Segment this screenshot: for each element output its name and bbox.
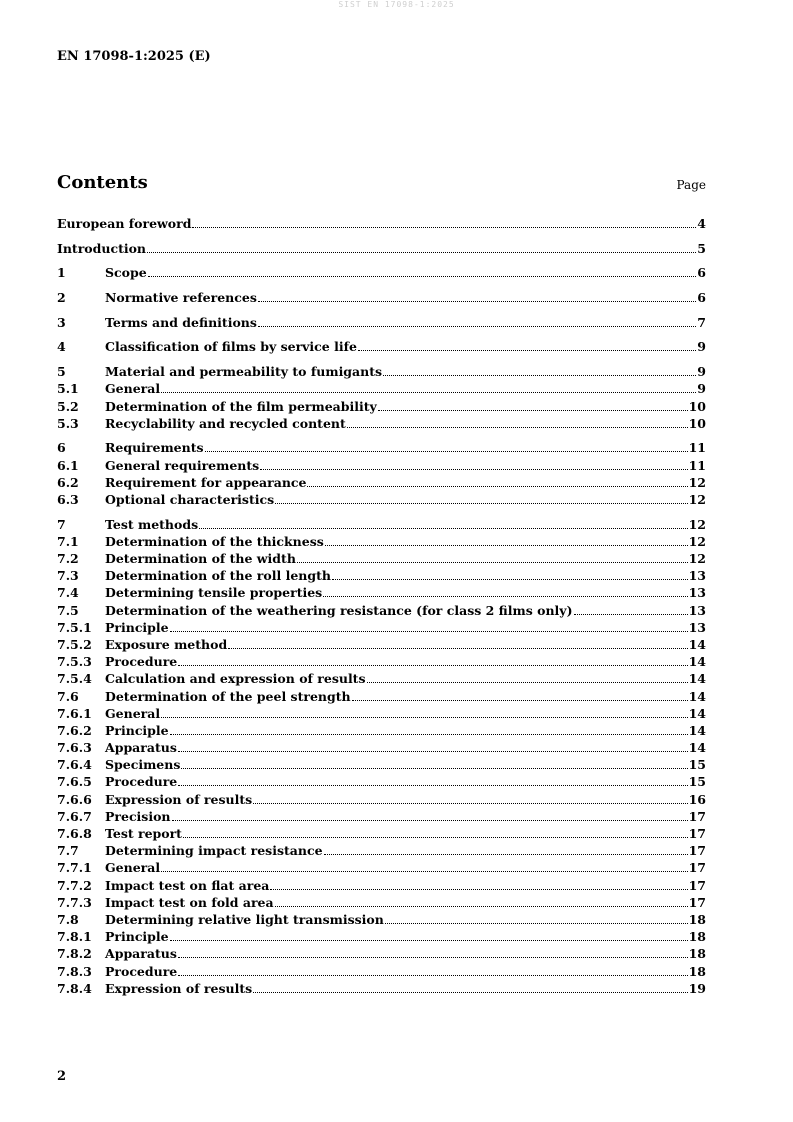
toc-entry-page: 16 — [688, 791, 706, 807]
toc-entry-number: 7.6.7 — [57, 808, 92, 824]
toc-dot-leader — [324, 853, 688, 855]
toc-dot-leader — [170, 630, 688, 632]
toc-entry-page: 12 — [688, 474, 706, 490]
toc-entry-page: 17 — [688, 877, 706, 893]
toc-dot-leader — [199, 527, 687, 529]
toc-entry-page: 11 — [688, 440, 706, 456]
toc-entry[interactable] — [57, 756, 706, 773]
toc-entry-number: 7.6.5 — [57, 774, 92, 790]
toc-entry[interactable] — [57, 289, 706, 306]
toc-entry[interactable] — [57, 911, 706, 928]
toc-entry[interactable] — [57, 859, 706, 876]
toc-entry-number: 7.6.4 — [57, 757, 92, 773]
toc-dot-leader — [192, 226, 696, 228]
contents-heading: Contents — [57, 172, 148, 193]
toc-entry-page: 13 — [688, 602, 706, 618]
toc-entry-number: 4 — [57, 339, 66, 355]
toc-dot-leader — [161, 391, 696, 393]
toc-dot-leader — [352, 699, 688, 701]
toc-dot-leader — [181, 767, 687, 769]
toc-entry-number: 7.6.3 — [57, 740, 92, 756]
toc-entry[interactable] — [57, 722, 706, 739]
toc-dot-leader — [178, 664, 687, 666]
toc-dot-leader — [258, 300, 696, 302]
toc-dot-leader — [358, 349, 696, 351]
toc-dot-leader — [161, 716, 687, 718]
toc-dot-leader — [147, 251, 696, 253]
toc-entry-page: 11 — [688, 457, 706, 473]
toc-entry[interactable] — [57, 688, 706, 705]
toc-entry-page: 14 — [688, 688, 706, 704]
toc-entry[interactable] — [57, 739, 706, 756]
toc-entry-title: General — [105, 705, 161, 721]
toc-dot-leader — [332, 578, 688, 580]
toc-entry-page: 13 — [688, 585, 706, 601]
toc-entry-number: 7.8.4 — [57, 980, 92, 996]
toc-entry-page: 13 — [688, 619, 706, 635]
toc-entry-number: 7.6.1 — [57, 705, 92, 721]
toc-entry-title: Determination of the weathering resistance (for class 2 films only) — [105, 602, 573, 618]
toc-entry[interactable] — [57, 491, 706, 508]
toc-entry-number: 7.8.1 — [57, 929, 92, 945]
toc-entry[interactable] — [57, 653, 706, 670]
toc-entry[interactable] — [57, 240, 706, 257]
toc-dot-leader — [325, 544, 688, 546]
toc-entry-number: 7.7.3 — [57, 894, 92, 910]
page-number: 2 — [57, 1069, 67, 1084]
toc-entry[interactable] — [57, 215, 706, 232]
toc-entry-title: Procedure — [105, 963, 178, 979]
toc-entry[interactable] — [57, 314, 706, 331]
toc-entry-title: General — [105, 381, 161, 397]
toc-entry[interactable] — [57, 398, 706, 415]
toc-entry-page: 15 — [688, 774, 706, 790]
toc-entry-title: Test report — [105, 826, 182, 841]
toc-entry[interactable] — [57, 415, 706, 432]
toc-entry-title: General — [105, 860, 161, 876]
toc-entry-page: 14 — [688, 636, 706, 652]
toc-entry[interactable] — [57, 945, 706, 962]
toc-entry[interactable] — [57, 636, 706, 653]
toc-entry-page: 14 — [688, 722, 706, 738]
toc-entry[interactable] — [57, 963, 706, 980]
toc-entry[interactable] — [57, 877, 706, 894]
toc-entry-page: 9 — [697, 339, 706, 355]
toc-entry-title: Normative references — [105, 290, 257, 306]
toc-entry-title: General requirements — [105, 457, 260, 473]
toc-entry-title: Impact test on fold area — [105, 894, 274, 910]
toc-entry-page: 15 — [688, 757, 706, 773]
toc-entry-page: 17 — [688, 894, 706, 910]
toc-entry-number: 7.6.8 — [57, 826, 92, 841]
toc-dot-leader — [148, 275, 697, 277]
toc-entry-page: 12 — [688, 491, 706, 507]
toc-entry-number: 7.5.1 — [57, 619, 92, 635]
toc-entry[interactable] — [57, 705, 706, 722]
toc-entry[interactable] — [57, 670, 706, 687]
toc-entry[interactable] — [57, 602, 706, 619]
toc-entry-number: 6.2 — [57, 474, 79, 490]
toc-entry[interactable] — [57, 363, 706, 380]
toc-entry[interactable] — [57, 842, 706, 859]
toc-entry-title: Recyclability and recycled content — [105, 415, 346, 431]
toc-entry-number: 7.8 — [57, 911, 79, 927]
toc-entry-title: Principle — [105, 929, 169, 945]
toc-entry[interactable] — [57, 619, 706, 636]
toc-entry[interactable] — [57, 773, 706, 790]
toc-entry-page: 12 — [688, 551, 706, 566]
toc-entry-title: Terms and definitions — [105, 314, 257, 330]
toc-dot-leader — [170, 733, 688, 735]
toc-entry-page: 14 — [688, 705, 706, 721]
toc-dot-leader — [161, 870, 687, 872]
toc-entry-number: 7.4 — [57, 585, 79, 601]
toc-entry-page: 13 — [688, 568, 706, 584]
toc-entry-page: 12 — [688, 533, 706, 549]
toc-entry[interactable] — [57, 928, 706, 945]
toc-entry-number: 7.8.2 — [57, 946, 92, 962]
toc-entry-title: Procedure — [105, 774, 178, 790]
toc-dot-leader — [323, 595, 687, 597]
toc-entry[interactable] — [57, 474, 706, 491]
toc-entry[interactable] — [57, 825, 706, 842]
toc-entry-number: 5.1 — [57, 381, 79, 397]
toc-dot-leader — [297, 561, 688, 563]
toc-entry[interactable] — [57, 584, 706, 601]
toc-entry[interactable] — [57, 439, 706, 456]
toc-dot-leader — [170, 939, 688, 941]
toc-entry[interactable] — [57, 550, 706, 567]
toc-entry-number: 7.3 — [57, 568, 79, 584]
toc-entry-page: 7 — [697, 314, 706, 330]
toc-entry-title: Apparatus — [105, 740, 177, 756]
toc-entry-title: Material and permeability to fumigants — [105, 364, 383, 380]
toc-dot-leader — [385, 922, 688, 924]
toc-entry-page: 14 — [688, 740, 706, 756]
toc-dot-leader — [228, 647, 687, 649]
toc-entry-page: 18 — [688, 946, 706, 962]
toc-dot-leader — [347, 426, 688, 428]
watermark: SIST EN 17098-1:2025 — [338, 0, 455, 9]
toc-entry-title: Principle — [105, 722, 169, 738]
toc-entry-number: 5 — [57, 364, 66, 380]
toc-entry-number: 6.1 — [57, 457, 79, 473]
toc-entry-number: 7.1 — [57, 533, 79, 549]
toc-entry-title: Determining relative light transmission — [105, 911, 384, 927]
toc-entry-number: 7.6 — [57, 688, 79, 704]
toc-entry-page: 10 — [688, 398, 706, 414]
toc-entry-title: Expression of results — [105, 791, 253, 807]
toc-dot-leader — [253, 802, 687, 804]
toc-dot-leader — [260, 468, 687, 470]
toc-entry-title: Procedure — [105, 654, 178, 670]
toc-entry-number: 3 — [57, 314, 66, 330]
toc-entry-title: Determining tensile properties — [105, 585, 323, 601]
toc-entry-title: Apparatus — [105, 946, 177, 962]
toc-dot-leader — [253, 991, 687, 993]
toc-entry-number: 7.7 — [57, 843, 79, 859]
toc-entry-title: Introduction — [57, 240, 147, 256]
toc-dot-leader — [258, 325, 696, 327]
toc-entry-page: 6 — [697, 265, 706, 281]
toc-entry[interactable] — [57, 264, 706, 281]
toc-entry-title: Expression of results — [105, 980, 253, 996]
toc-entry-title: Specimens — [105, 757, 181, 773]
toc-entry-number: 7.8.3 — [57, 963, 92, 979]
toc-entry-number: 7 — [57, 516, 66, 532]
toc-entry[interactable] — [57, 980, 706, 997]
toc-dot-leader — [383, 374, 696, 376]
toc-dot-leader — [307, 485, 687, 487]
toc-entry-page: 14 — [688, 654, 706, 670]
toc-entry-page: 18 — [688, 911, 706, 927]
toc-dot-leader — [205, 450, 688, 452]
toc-entry-number: 5.3 — [57, 415, 79, 431]
toc-dot-leader — [172, 819, 688, 821]
toc-entry-title: Determining impact resistance — [105, 843, 323, 859]
toc-entry-number: 7.5 — [57, 602, 79, 618]
toc-entry-number: 7.5.3 — [57, 654, 92, 670]
toc-dot-leader — [378, 409, 688, 411]
toc-dot-leader — [178, 784, 687, 786]
toc-entry-title: Test methods — [105, 516, 199, 532]
toc-dot-leader — [275, 502, 687, 504]
toc-entry-title: Scope — [105, 265, 147, 281]
toc-entry-title: Classification of films by service life — [105, 339, 357, 355]
toc-dot-leader — [178, 956, 688, 958]
toc-entry-number: 7.6.6 — [57, 791, 92, 807]
toc-entry-page: 4 — [697, 216, 706, 231]
toc-dot-leader — [183, 836, 688, 838]
toc-entry-page: 17 — [688, 860, 706, 876]
toc-dot-leader — [270, 888, 687, 890]
toc-entry[interactable] — [57, 808, 706, 825]
table-of-contents — [57, 215, 706, 997]
toc-entry-title: Requirement for appearance — [105, 474, 307, 490]
toc-entry-title: Exposure method — [105, 636, 228, 652]
toc-dot-leader — [178, 750, 688, 752]
toc-entry[interactable] — [57, 516, 706, 533]
toc-entry-page: 18 — [688, 963, 706, 979]
toc-entry-number: 6.3 — [57, 491, 79, 507]
toc-dot-leader — [367, 681, 688, 683]
toc-entry-page: 19 — [688, 980, 706, 996]
toc-entry[interactable] — [57, 380, 706, 397]
toc-entry-page: 17 — [688, 826, 706, 841]
toc-entry-title: Determination of the thickness — [105, 533, 324, 549]
toc-entry-title: Impact test on flat area — [105, 877, 270, 893]
toc-entry-number: 6 — [57, 440, 66, 456]
toc-entry-page: 17 — [688, 843, 706, 859]
toc-entry-page: 9 — [697, 364, 706, 380]
toc-entry-page: 5 — [697, 240, 706, 256]
toc-entry-page: 14 — [688, 671, 706, 687]
document-header: EN 17098-1:2025 (E) — [57, 49, 211, 64]
toc-dot-leader — [574, 613, 688, 615]
toc-dot-leader — [178, 974, 687, 976]
toc-entry-number: 7.2 — [57, 551, 79, 566]
toc-entry-page: 12 — [688, 516, 706, 532]
toc-entry-title: European foreword — [57, 216, 192, 231]
toc-entry-page: 18 — [688, 929, 706, 945]
toc-entry-title: Determination of the width — [105, 551, 296, 566]
toc-entry-title: Determination of the roll length — [105, 568, 331, 584]
toc-entry-title: Calculation and expression of results — [105, 671, 366, 687]
toc-entry-number: 5.2 — [57, 398, 79, 414]
toc-entry[interactable] — [57, 338, 706, 355]
toc-entry[interactable] — [57, 567, 706, 584]
toc-entry-title: Requirements — [105, 440, 204, 456]
page-column-label: Page — [676, 178, 706, 192]
toc-entry-number: 7.7.1 — [57, 860, 92, 876]
toc-entry-number: 7.5.2 — [57, 636, 92, 652]
toc-entry-page: 9 — [697, 381, 706, 397]
toc-entry-number: 7.5.4 — [57, 671, 92, 687]
toc-entry[interactable] — [57, 457, 706, 474]
toc-entry-page: 10 — [688, 415, 706, 431]
toc-entry-title: Determination of the peel strength — [105, 688, 351, 704]
toc-entry-number: 7.7.2 — [57, 877, 92, 893]
toc-entry-title: Determination of the film permeability — [105, 398, 377, 414]
toc-entry[interactable] — [57, 533, 706, 550]
toc-entry-title: Optional characteristics — [105, 491, 275, 507]
toc-entry-page: 17 — [688, 808, 706, 824]
toc-entry-number: 1 — [57, 265, 66, 281]
toc-dot-leader — [275, 905, 688, 907]
toc-entry-page: 6 — [697, 290, 706, 306]
toc-entry-number: 2 — [57, 290, 66, 306]
toc-entry-title: Precision — [105, 808, 171, 824]
toc-entry[interactable] — [57, 894, 706, 911]
toc-entry-number: 7.6.2 — [57, 722, 92, 738]
toc-entry[interactable] — [57, 791, 706, 808]
toc-entry-title: Principle — [105, 619, 169, 635]
